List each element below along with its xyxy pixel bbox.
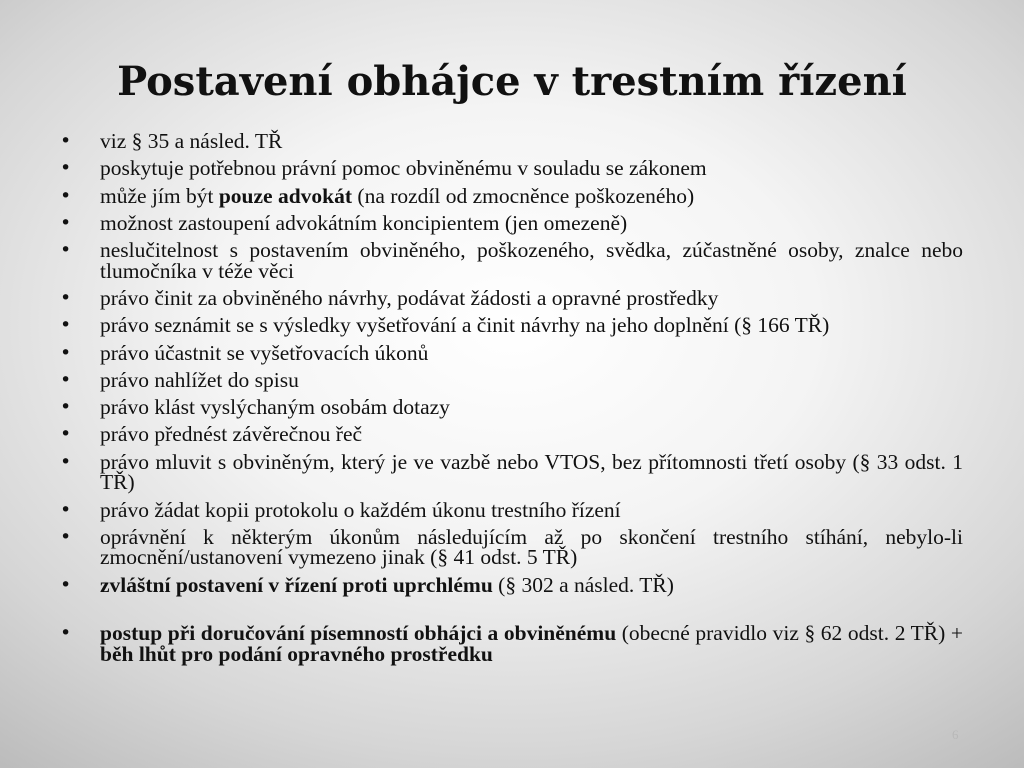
bullet-item xyxy=(60,524,963,570)
bullet-item xyxy=(60,449,963,495)
bullet-list xyxy=(60,131,963,671)
bullet-text: poskytuje potřebnou právní pomoc obviněnému v souladu se zákonem xyxy=(100,156,707,181)
bullet-item xyxy=(60,497,963,522)
bullet-dot-icon: • xyxy=(60,396,72,419)
bullet-text: může jím být xyxy=(100,183,219,208)
bullet-item xyxy=(60,623,963,664)
bullet-item xyxy=(60,367,963,392)
bullet-item xyxy=(60,240,963,281)
bullet-dot-icon: • xyxy=(60,211,72,234)
bullet-text-bold: postup při doručování písemností obhájci a obviněnému xyxy=(100,621,617,646)
bullet-dot-icon: • xyxy=(60,423,72,446)
bullet-text: právo přednést závěrečnou řeč xyxy=(100,422,363,447)
bullet-text: právo účastnit se vyšetřovacích úkonů xyxy=(100,340,429,365)
bullet-dot-icon: • xyxy=(60,286,72,309)
bullet-text: právo žádat kopii protokolu o každém úkonu trestního řízení xyxy=(100,497,621,522)
bullet-dot-icon: • xyxy=(60,184,72,207)
bullet-text-bold: pouze advokát xyxy=(218,183,353,208)
bullet-item xyxy=(60,210,963,235)
bullet-dot-icon: • xyxy=(60,622,72,645)
bullet-text: (obecné pravidlo viz § 62 odst. 2 TŘ) + xyxy=(616,621,963,646)
bullet-text: možnost zastoupení advokátním koncipientem (jen omezeně) xyxy=(100,210,628,235)
bullet-text-bold: zvláštní postavení v řízení proti uprchlému xyxy=(100,572,493,597)
bullet-item xyxy=(60,158,963,179)
bullet-item xyxy=(60,340,963,365)
bullet-item xyxy=(60,315,963,336)
bullet-dot-icon: • xyxy=(60,130,72,152)
bullet-text: viz § 35 a násled. TŘ xyxy=(100,129,283,153)
bullet-text: neslučitelnost s postavením obviněného, poškozeného, svědka, zúčastněné osoby, znalce nebo tlumočníka v téže věci xyxy=(100,238,963,283)
bullet-text: právo klást vyslýchaným osobám dotazy xyxy=(100,395,450,420)
bullet-text: (na rozdíl od zmocněnce poškozeného) xyxy=(352,183,695,208)
bullet-dot-icon: • xyxy=(60,450,72,473)
bullet-text: právo seznámit se s výsledky vyšetřování a činit návrhy na jeho doplnění (§ 166 TŘ) xyxy=(100,313,830,338)
bullet-item xyxy=(60,131,963,152)
slide-title: Postavení obhájce v trestním řízení xyxy=(117,58,907,105)
bullet-text: právo nahlížet do spisu xyxy=(100,367,299,392)
bullet-dot-icon: • xyxy=(60,314,72,337)
bullet-item xyxy=(60,424,963,445)
bullet-dot-icon: • xyxy=(60,157,72,180)
bullet-dot-icon: • xyxy=(60,368,72,391)
bullet-dot-icon: • xyxy=(60,239,72,262)
bullet-text: právo činit za obviněného návrhy, podávat žádosti a opravné prostředky xyxy=(100,285,719,310)
bullet-item xyxy=(60,285,963,310)
bullet-text: oprávnění k některým úkonům následujícím až po skončení trestního stíhání, nebylo-li zmocnění/ustanovení vymezeno jinak (§ 41 odst. 5 TŘ) xyxy=(100,524,963,570)
bullet-item xyxy=(60,572,963,597)
bullet-dot-icon: • xyxy=(60,341,72,364)
bullet-text: právo mluvit s obviněným, který je ve vazbě nebo VTOS, bez přítomnosti třetí osoby (§ 33 odst. 1 TŘ) xyxy=(100,449,963,495)
bullet-text-bold: běh lhůt pro podání opravného prostředku xyxy=(100,641,493,666)
bullet-dot-icon: • xyxy=(60,525,72,548)
bullet-dot-icon: • xyxy=(60,498,72,521)
bullet-item xyxy=(60,183,963,208)
bullet-dot-icon: • xyxy=(60,573,72,596)
page-number: 6 xyxy=(952,727,959,742)
bullet-item xyxy=(60,397,963,418)
bullet-text: (§ 302 a násled. TŘ) xyxy=(492,572,674,597)
